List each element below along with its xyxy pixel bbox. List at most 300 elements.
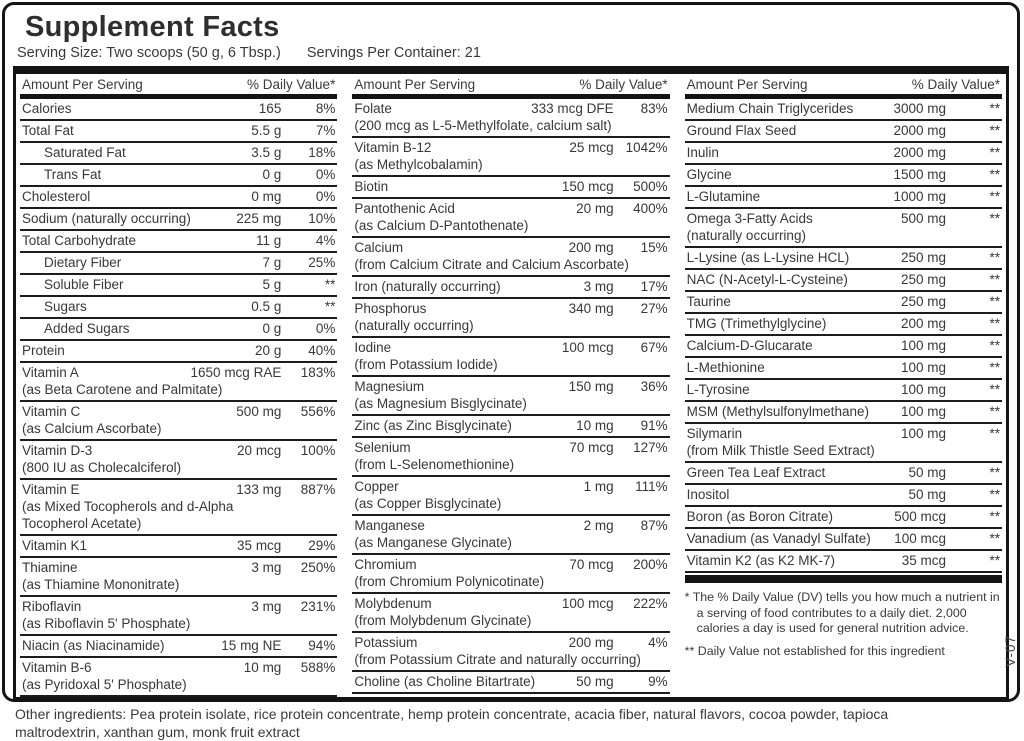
- nutrient-row-main: [687, 166, 1000, 183]
- table-row: [20, 441, 337, 480]
- nutrient-daily-value: 87%: [640, 518, 668, 533]
- nutrient-name: Molybdenum: [354, 596, 432, 611]
- nutrient-row-main: [354, 673, 667, 690]
- table-row: [685, 248, 1002, 270]
- nutrient-amount: 0 g: [262, 167, 282, 182]
- nutrient-daily-value: **: [989, 553, 1000, 568]
- nutrient-name: Ground Flax Seed: [686, 123, 797, 138]
- nutrient-row-main: [354, 478, 667, 495]
- nutrient-amount: 340 mg: [568, 301, 614, 316]
- nutrient-amount: 20 mcg: [237, 443, 282, 458]
- nutrient-row-main: [22, 481, 335, 498]
- nutrient-daily-value: **: [989, 426, 1000, 441]
- nutrient-amount: 100 mcg: [894, 531, 946, 546]
- nutrient-row-main: [22, 188, 335, 205]
- nutrient-row-main: [354, 378, 667, 395]
- nutrient-row-main: [687, 144, 1000, 161]
- nutrient-row-main: [354, 634, 667, 651]
- nutrient-name: Magnesium: [354, 379, 425, 394]
- nutrient-amount: 333 mcg DFE: [531, 101, 614, 116]
- nutrient-name: Cholesterol: [22, 189, 91, 204]
- nutrient-row-main: [687, 100, 1000, 117]
- nutrient-daily-value: 0%: [315, 189, 336, 204]
- nutrient-source-note: (naturally occurring): [354, 318, 474, 333]
- table-row: [352, 377, 669, 416]
- nutrient-amount: 500 mg: [236, 404, 282, 419]
- table-row: [20, 402, 337, 441]
- nutrient-name: NAC (N-Acetyl-L-Cysteine): [686, 272, 848, 287]
- nutrient-name: Selenium: [354, 440, 411, 455]
- nutrient-name: Choline (as Choline Bitartrate): [354, 674, 536, 689]
- nutrient-row-main: [687, 425, 1000, 442]
- nutrient-daily-value: 0%: [315, 167, 336, 182]
- table-row: [685, 165, 1002, 187]
- table-row: [685, 121, 1002, 143]
- nutrient-amount: 2 mg: [583, 518, 614, 533]
- nutrient-row-main: [687, 293, 1000, 310]
- table-row: [20, 636, 337, 658]
- nutrient-row-main: [22, 598, 335, 615]
- daily-value-footnote: * The % Daily Value (DV) tells you how much a nutrient in a serving of food contributes to a daily diet. 2,000 calories a day is used for general nutrition advice.: [684, 590, 1000, 635]
- facts-table: [13, 66, 1009, 700]
- nutrient-daily-value: 27%: [640, 301, 668, 316]
- nutrient-amount: 100 mg: [900, 382, 946, 397]
- nutrient-source-note: (as Beta Carotene and Palmitate): [22, 382, 223, 397]
- nutrient-name: Calcium-D-Glucarate: [686, 338, 813, 353]
- nutrient-row-main: [687, 403, 1000, 420]
- nutrient-name: L-Tyrosine: [686, 382, 750, 397]
- nutrient-amount: 50 mg: [576, 674, 614, 689]
- nutrient-name: Sugars: [44, 299, 87, 314]
- nutrient-row-main: [687, 188, 1000, 205]
- table-row: [685, 529, 1002, 551]
- nutrient-daily-value: 4%: [648, 635, 668, 650]
- nutrient-row-main: [22, 276, 335, 293]
- nutrient-row-main: [22, 442, 335, 459]
- nutrient-daily-value: 183%: [300, 365, 336, 380]
- nutrient-row-main: [22, 254, 335, 271]
- supplement-facts-label: [2, 2, 1020, 740]
- nutrient-row-main: [354, 178, 667, 195]
- nutrient-name: Inositol: [686, 487, 730, 502]
- nutrient-daily-value: **: [989, 487, 1000, 502]
- table-row: [352, 516, 669, 555]
- table-row: [685, 209, 1002, 248]
- nutrient-name: Glycine: [686, 167, 732, 182]
- nutrient-source-note: (from Potassium Iodide): [354, 357, 498, 372]
- nutrient-row-main: [354, 417, 667, 434]
- facts-column-2: [351, 74, 670, 697]
- column-header-right: % Daily Value*: [579, 77, 668, 92]
- nutrient-name: Iron (naturally occurring): [354, 279, 501, 294]
- nutrient-row-main: [354, 100, 667, 117]
- footnote-divider-bar: [685, 575, 1002, 583]
- nutrient-source-note: (as Calcium D-Pantothenate): [354, 218, 529, 233]
- nutrient-amount: 3 mg: [583, 279, 614, 294]
- serving-info: [17, 44, 1009, 62]
- nutrient-daily-value: **: [989, 250, 1000, 265]
- table-row: [352, 238, 669, 277]
- nutrient-daily-value: **: [989, 294, 1000, 309]
- table-row: [685, 380, 1002, 402]
- nutrient-daily-value: 91%: [640, 418, 668, 433]
- nutrient-source-note: (from Chromium Polynicotinate): [354, 574, 545, 589]
- version-code: V-07: [1003, 635, 1018, 667]
- table-row: [20, 165, 337, 187]
- nutrient-amount: 150 mg: [568, 379, 614, 394]
- column-header-left: Amount Per Serving: [22, 77, 143, 92]
- label-title: Supplement Facts: [25, 11, 280, 43]
- nutrient-row-main: [22, 364, 335, 381]
- nutrient-row-main: [22, 537, 335, 554]
- nutrient-name: Soluble Fiber: [44, 277, 124, 292]
- nutrient-row-main: [22, 659, 335, 676]
- nutrient-daily-value: 200%: [633, 557, 668, 572]
- nutrient-amount: 0.5 g: [251, 299, 282, 314]
- table-row: [685, 507, 1002, 529]
- nutrient-amount: 10 mg: [576, 418, 614, 433]
- nutrient-row-main: [687, 530, 1000, 547]
- nutrient-row-main: [354, 300, 667, 317]
- table-row: [20, 363, 337, 402]
- nutrient-name: Niacin (as Niacinamide): [22, 638, 165, 653]
- nutrient-source-note: (as Riboflavin 5' Phosphate): [22, 616, 191, 631]
- nutrient-amount: 5.5 g: [251, 123, 282, 138]
- nutrient-amount: 5 g: [262, 277, 282, 292]
- table-row: [352, 177, 669, 199]
- table-row: [20, 99, 337, 121]
- nutrient-amount: 0 mg: [251, 189, 282, 204]
- nutrient-row-main: [354, 517, 667, 534]
- nutrient-amount: 20 g: [255, 343, 282, 358]
- nutrient-name: Phosphorus: [354, 301, 427, 316]
- table-row: [685, 187, 1002, 209]
- nutrient-source-note: (as Pyridoxal 5' Phosphate): [22, 677, 187, 692]
- nutrient-row-main: [354, 239, 667, 256]
- column-header-right: % Daily Value*: [911, 77, 1000, 92]
- nutrient-amount: 20 mg: [576, 201, 614, 216]
- nutrient-source-note: (naturally occurring): [686, 228, 806, 243]
- table-row: [685, 463, 1002, 485]
- nutrient-source-note: (from L-Selenomethionine): [354, 457, 515, 472]
- nutrient-amount: 1000 mg: [893, 189, 946, 204]
- nutrient-name: Folate: [354, 101, 392, 116]
- nutrient-name: Silymarin: [686, 426, 743, 441]
- column-header: [352, 74, 669, 99]
- nutrient-daily-value: **: [989, 509, 1000, 524]
- table-row: [20, 231, 337, 253]
- nutrient-amount: 10 mg: [243, 660, 282, 675]
- table-row: [685, 99, 1002, 121]
- nutrient-daily-value: **: [989, 167, 1000, 182]
- table-row: [352, 299, 669, 338]
- nutrient-amount: 50 mg: [908, 465, 946, 480]
- nutrient-row-main: [354, 339, 667, 356]
- nutrient-name: Thiamine: [22, 560, 78, 575]
- table-row: [20, 319, 337, 341]
- nutrient-amount: 100 mcg: [561, 340, 614, 355]
- nutrient-amount: 165: [258, 101, 282, 116]
- table-row: [352, 555, 669, 594]
- nutrient-source-note: (from Milk Thistle Seed Extract): [686, 443, 875, 458]
- nutrient-name: L-Methionine: [686, 360, 765, 375]
- nutrient-daily-value: 500%: [633, 179, 668, 194]
- nutrient-amount: 3.5 g: [251, 145, 282, 160]
- nutrient-source-note: (as Calcium Ascorbate): [22, 421, 162, 436]
- nutrient-name: Vitamin D-3: [22, 443, 93, 458]
- table-row: [352, 99, 669, 138]
- servings-per-container-text: Servings Per Container: 21: [306, 45, 481, 61]
- nutrient-daily-value: 83%: [640, 101, 668, 116]
- serving-size-text: Serving Size: Two scoops (50 g, 6 Tbsp.): [17, 45, 281, 61]
- nutrient-row-main: [22, 100, 335, 117]
- nutrient-daily-value: **: [989, 382, 1000, 397]
- nutrient-amount: 133 mg: [236, 482, 282, 497]
- nutrient-amount: 3000 mg: [893, 101, 946, 116]
- nutrient-amount: 15 mg NE: [221, 638, 282, 653]
- table-row: [20, 536, 337, 558]
- nutrient-daily-value: 7%: [315, 123, 336, 138]
- nutrient-name: L-Lysine (as L-Lysine HCL): [686, 250, 850, 265]
- nutrient-row-main: [687, 381, 1000, 398]
- nutrient-name: Manganese: [354, 518, 425, 533]
- nutrient-daily-value: **: [324, 277, 336, 292]
- nutrient-daily-value: **: [989, 316, 1000, 331]
- nutrient-amount: 7 g: [262, 255, 282, 270]
- nutrient-daily-value: **: [989, 189, 1000, 204]
- nutrient-name: Calories: [22, 101, 72, 116]
- nutrient-amount: 200 mg: [568, 635, 614, 650]
- nutrient-daily-value: 9%: [648, 674, 668, 689]
- table-row: [685, 336, 1002, 358]
- nutrient-row-main: [22, 320, 335, 337]
- table-row: [20, 558, 337, 597]
- nutrient-name: Medium Chain Triglycerides: [686, 101, 854, 116]
- nutrient-name: Omega 3-Fatty Acids: [686, 211, 813, 226]
- nutrient-row-main: [22, 403, 335, 420]
- nutrient-daily-value: **: [989, 272, 1000, 287]
- nutrient-daily-value: **: [989, 211, 1000, 226]
- nutrient-daily-value: 29%: [308, 538, 336, 553]
- nutrient-row-main: [22, 232, 335, 249]
- nutrient-row-main: [687, 271, 1000, 288]
- nutrient-source-note: (800 IU as Cholecalciferol): [22, 460, 182, 475]
- nutrient-amount: 250 mg: [900, 294, 946, 309]
- nutrient-name: Chromium: [354, 557, 417, 572]
- table-row: [20, 341, 337, 363]
- table-row: [20, 480, 337, 536]
- nutrient-name: MSM (Methylsulfonylmethane): [686, 404, 869, 419]
- nutrient-daily-value: 0%: [315, 321, 336, 336]
- nutrient-amount: 2000 mg: [893, 145, 946, 160]
- nutrient-amount: 0 g: [262, 321, 282, 336]
- nutrient-daily-value: 10%: [308, 211, 336, 226]
- table-row: [20, 658, 337, 697]
- nutrient-name: Biotin: [354, 179, 389, 194]
- nutrient-daily-value: 36%: [640, 379, 668, 394]
- nutrient-source-note: (from Molybdenum Glycinate): [354, 613, 532, 628]
- table-row: [685, 143, 1002, 165]
- nutrient-amount: 2000 mg: [893, 123, 946, 138]
- nutrient-daily-value: 40%: [308, 343, 336, 358]
- nutrient-name: Potassium: [354, 635, 418, 650]
- nutrient-amount: 35 mcg: [901, 553, 946, 568]
- nutrient-amount: 100 mcg: [561, 596, 614, 611]
- nutrient-daily-value: 400%: [633, 201, 668, 216]
- nutrient-name: Sodium (naturally occurring): [22, 211, 191, 226]
- table-row: [352, 416, 669, 438]
- table-row: [685, 424, 1002, 463]
- nutrient-daily-value: 250%: [300, 560, 336, 575]
- nutrient-name: L-Glutamine: [686, 189, 761, 204]
- table-row: [685, 485, 1002, 507]
- nutrient-row-main: [687, 508, 1000, 525]
- nutrient-daily-value: 887%: [300, 482, 336, 497]
- nutrient-daily-value: 127%: [633, 440, 668, 455]
- nutrient-row-main: [22, 144, 335, 161]
- nutrient-name: Vitamin B-6: [22, 660, 92, 675]
- nutrient-source-note: (as Thiamine Mononitrate): [22, 577, 180, 592]
- nutrient-row-main: [687, 249, 1000, 266]
- nutrient-daily-value: 67%: [640, 340, 668, 355]
- nutrient-row-main: [687, 122, 1000, 139]
- nutrient-amount: 50 mg: [908, 487, 946, 502]
- table-row: [352, 594, 669, 633]
- nutrient-daily-value: **: [989, 531, 1000, 546]
- nutrient-name: Boron (as Boron Citrate): [686, 509, 833, 524]
- table-row: [20, 297, 337, 319]
- nutrient-daily-value: **: [989, 101, 1000, 116]
- nutrient-amount: 250 mg: [900, 272, 946, 287]
- nutrient-name: Added Sugars: [44, 321, 130, 336]
- table-row: [685, 358, 1002, 380]
- nutrient-name: Saturated Fat: [44, 145, 126, 160]
- nutrient-amount: 200 mg: [900, 316, 946, 331]
- nutrient-daily-value: **: [324, 299, 336, 314]
- nutrient-daily-value: **: [989, 338, 1000, 353]
- table-row: [20, 121, 337, 143]
- nutrient-name: TMG (Trimethylglycine): [686, 316, 827, 331]
- nutrient-row-main: [354, 439, 667, 456]
- facts-column-1: [19, 74, 338, 697]
- table-row: [685, 314, 1002, 336]
- nutrient-amount: 200 mg: [568, 240, 614, 255]
- table-row: [352, 277, 669, 299]
- nutrient-name: Copper: [354, 479, 399, 494]
- table-row: [352, 138, 669, 177]
- nutrient-row-main: [687, 552, 1000, 569]
- nutrient-daily-value: 94%: [308, 638, 336, 653]
- column-header: [685, 74, 1002, 99]
- nutrient-name: Green Tea Leaf Extract: [686, 465, 826, 480]
- nutrient-name: Riboflavin: [22, 599, 82, 614]
- nutrient-amount: 500 mcg: [894, 509, 946, 524]
- nutrient-name: Calcium: [354, 240, 404, 255]
- nutrient-amount: 150 mcg: [561, 179, 614, 194]
- nutrient-row-main: [354, 278, 667, 295]
- nutrient-daily-value: **: [989, 465, 1000, 480]
- nutrient-daily-value: 25%: [308, 255, 336, 270]
- table-row: [352, 672, 669, 694]
- nutrient-source-note: (as Methylcobalamin): [354, 157, 483, 172]
- nutrient-amount: 500 mg: [900, 211, 946, 226]
- table-row: [685, 270, 1002, 292]
- nutrient-name: Total Fat: [22, 123, 74, 138]
- nutrient-daily-value: **: [989, 360, 1000, 375]
- nutrient-daily-value: 111%: [635, 479, 668, 494]
- nutrient-daily-value: 588%: [300, 660, 336, 675]
- nutrient-daily-value: 4%: [315, 233, 336, 248]
- not-established-footnote: ** Daily Value not established for this ingredient: [684, 643, 945, 658]
- nutrient-amount: 225 mg: [236, 211, 282, 226]
- nutrient-daily-value: **: [989, 404, 1000, 419]
- nutrient-source-note: (as Magnesium Bisglycinate): [354, 396, 527, 411]
- table-row: [352, 199, 669, 238]
- table-row: [352, 477, 669, 516]
- nutrient-daily-value: **: [989, 123, 1000, 138]
- nutrient-amount: 70 mcg: [569, 440, 614, 455]
- table-row: [20, 253, 337, 275]
- nutrient-daily-value: 17%: [640, 279, 668, 294]
- nutrient-row-main: [22, 210, 335, 227]
- nutrient-amount: 100 mg: [900, 338, 946, 353]
- nutrient-name: Taurine: [686, 294, 731, 309]
- nutrient-daily-value: 556%: [300, 404, 336, 419]
- nutrient-name: Zinc (as Zinc Bisglycinate): [354, 418, 512, 433]
- nutrient-name: Vanadium (as Vanadyl Sulfate): [686, 531, 871, 546]
- nutrient-row-main: [22, 166, 335, 183]
- nutrient-source-note: (as Mixed Tocopherols and d-Alpha: [22, 499, 234, 514]
- nutrient-name: Dietary Fiber: [44, 255, 122, 270]
- table-row: [685, 551, 1002, 573]
- nutrient-amount: 25 mcg: [569, 140, 614, 155]
- nutrient-row-main: [687, 464, 1000, 481]
- nutrient-amount: 100 mg: [900, 426, 946, 441]
- nutrient-row-main: [354, 556, 667, 573]
- nutrient-daily-value: 15%: [640, 240, 668, 255]
- nutrient-row-main: [22, 122, 335, 139]
- nutrient-amount: 70 mcg: [569, 557, 614, 572]
- column-header-left: Amount Per Serving: [686, 77, 808, 92]
- nutrient-row-main: [22, 637, 335, 654]
- nutrient-name: Vitamin C: [22, 404, 81, 419]
- nutrient-daily-value: 8%: [315, 101, 336, 116]
- nutrient-amount: 35 mcg: [237, 538, 282, 553]
- nutrient-name: Vitamin K1: [22, 538, 88, 553]
- nutrient-name: Iodine: [354, 340, 392, 355]
- nutrient-source-note: (from Potassium Citrate and naturally occurring): [354, 652, 641, 667]
- table-row: [352, 633, 669, 672]
- table-row: [685, 292, 1002, 314]
- nutrient-amount: 250 mg: [900, 250, 946, 265]
- nutrient-name: Protein: [22, 343, 65, 358]
- nutrient-daily-value: 222%: [633, 596, 668, 611]
- nutrient-name: Pantothenic Acid: [354, 201, 455, 216]
- nutrient-daily-value: **: [989, 145, 1000, 160]
- table-row: [20, 187, 337, 209]
- nutrient-row-main: [687, 486, 1000, 503]
- nutrient-source-note: Tocopherol Acetate): [22, 516, 142, 531]
- nutrient-row-main: [687, 337, 1000, 354]
- column-header-left: Amount Per Serving: [354, 77, 476, 92]
- column-header-right: % Daily Value*: [247, 77, 336, 92]
- table-row: [20, 209, 337, 231]
- nutrient-source-note: (as Manganese Glycinate): [354, 535, 512, 550]
- nutrient-row-main: [687, 359, 1000, 376]
- table-row: [20, 597, 337, 636]
- nutrient-name: Vitamin A: [22, 365, 79, 380]
- nutrient-row-main: [354, 595, 667, 612]
